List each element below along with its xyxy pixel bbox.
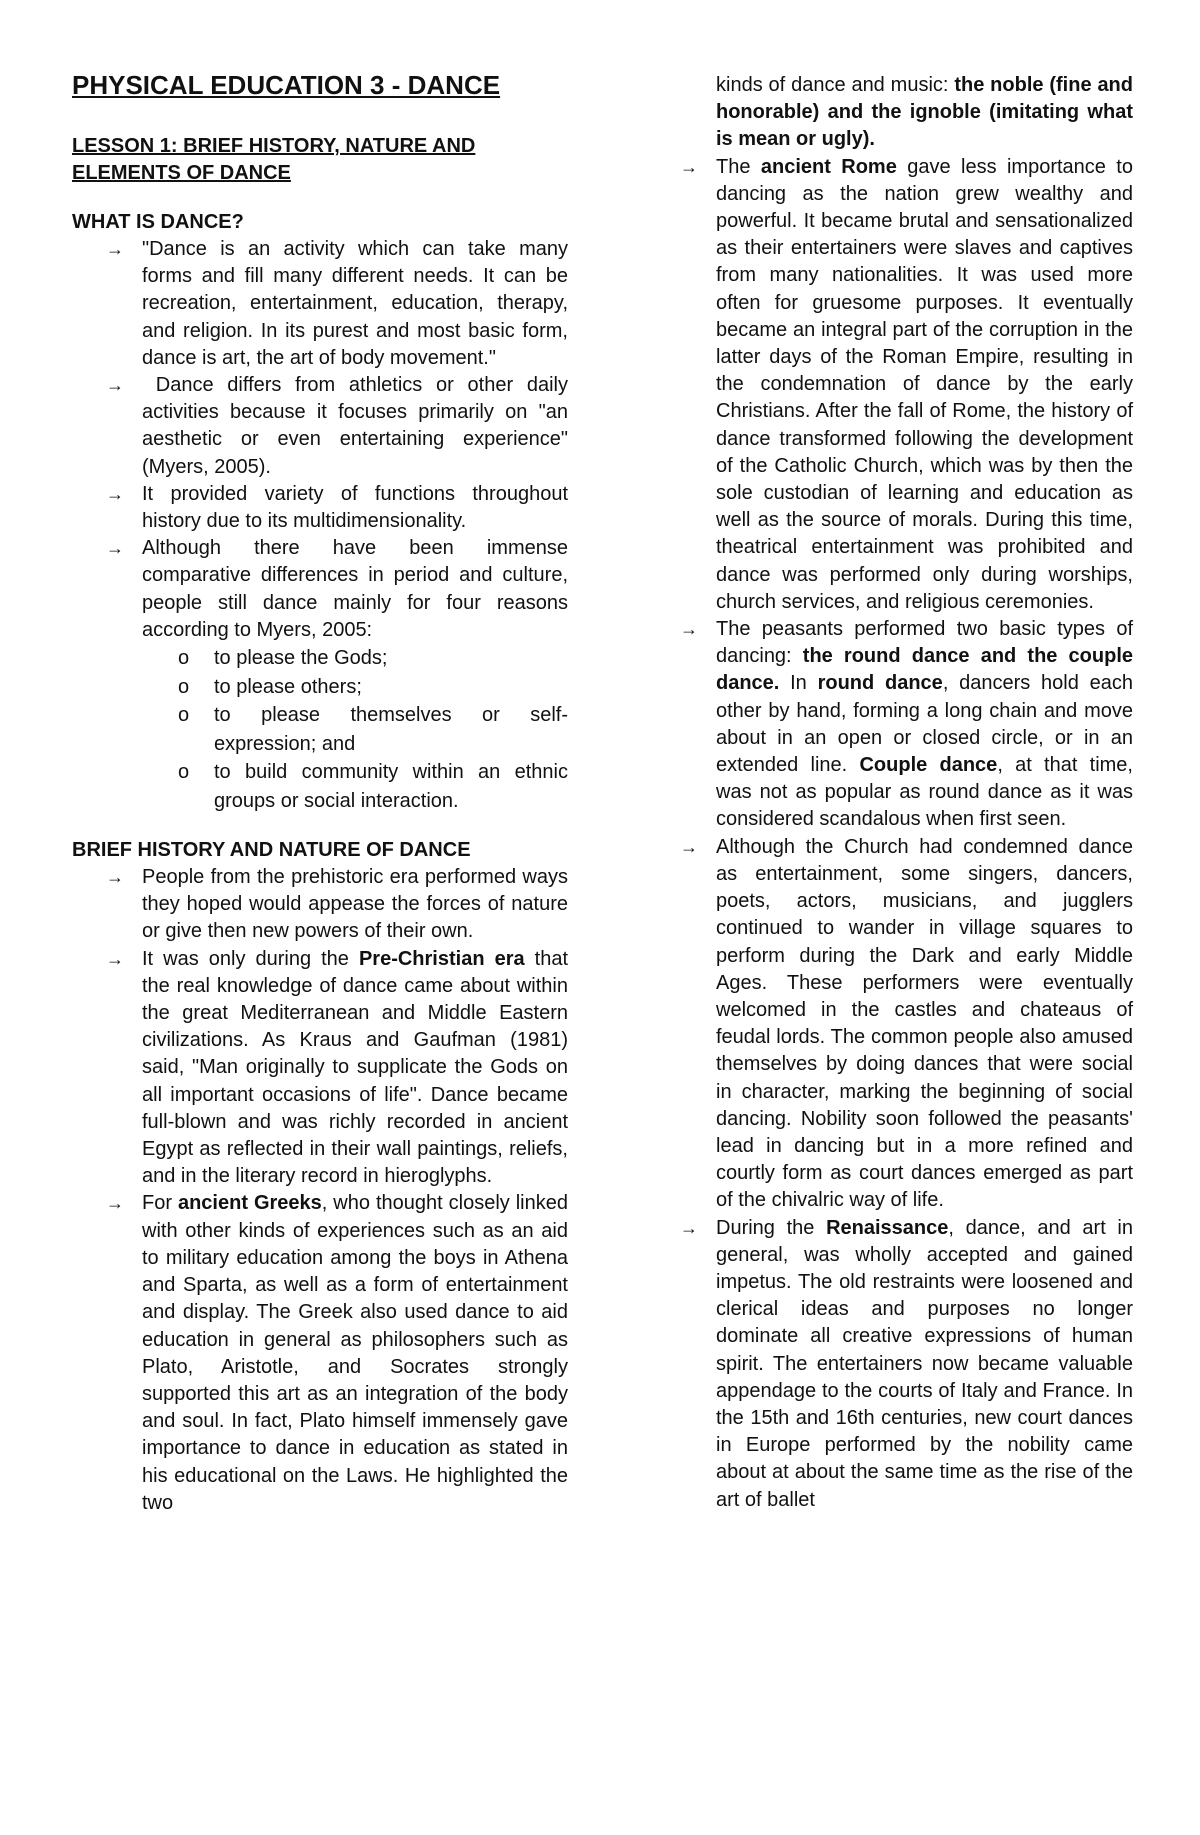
arrow-bullet-icon: → [106, 538, 124, 559]
list-item: → Although there have been immense comparative differences in period and culture, people still dance mainly for four reasons according to Myers, 2005: o to please the Gods; o to please others; o to please themselves or self-expression; and o to build community within an ethnic groups or social interaction. [72, 535, 568, 815]
arrow-bullet-icon: → [680, 156, 698, 177]
list-item: → During the Renaissance, dance, and art in general, was wholly accepted and gained impetus. The old restraints were loosened and clerical ideas and purposes no longer dominate all creative expressions of human spirit. The entertainers now became valuable appendage to the courts of Italy and France. In the 15th and 16th centuries, new court dances in Europe performed by the nobility came about at about the same time as the rise of the art of ballet [680, 1216, 1133, 1511]
list-item: → Although the Church had condemned dance as entertainment, some singers, dancers, poets, actors, musicians, and jugglers continued to wander in village squares to perform during the Dark and early Middle Ages. These performers were eventually welcomed in the castles and chateaus of feudal lords. The common people also amused themselves by doing dances that were social in character, marking the beginning of social dancing. Nobility soon followed the peasants' lead in dancing but in a more refined and courtly form as court dances emerged as part of the chivalric way of life. [680, 835, 1133, 1212]
document-title: PHYSICAL EDUCATION 3 - DANCE [72, 70, 501, 100]
arrow-bullet-icon: → [106, 1193, 124, 1214]
lesson-title-line-1: LESSON 1: BRIEF HISTORY, NATURE AND [72, 135, 476, 157]
circle-bullet-icon: o [178, 761, 190, 784]
circle-bullet-icon: o [178, 675, 190, 698]
section-heading-what-is-dance: WHAT IS DANCE? [72, 211, 244, 233]
sub-list-item: o to please themselves or self-expression; and [72, 701, 568, 758]
list-item: → "Dance is an activity which can take many forms and fill many different needs. It can be recreation, entertainment, education, therapy, and religion. In its purest and most basic form, dance is art, the art of body movement." [106, 238, 568, 369]
arrow-bullet-icon: → [106, 239, 124, 259]
sub-list-item: o to build community within an ethnic groups or social interaction. [72, 758, 568, 815]
continued-paragraph: kinds of dance and music: the noble (fine and honorable) and the ignoble (imitating what is mean or ugly). [716, 74, 1133, 151]
list-item: → It was only during the Pre-Christian era that the real knowledge of dance came about within the great Mediterranean and Middle Eastern civilizations. As Kraus and Gaufman (1981) said, "Man originally to supplicate the Gods on all important occasions of life". Dance became full-blown and was richly recorded in ancient Egypt as reflected in their wall paintings, reliefs, and in the literary record in hieroglyphs. [106, 947, 569, 1188]
arrow-bullet-icon: → [106, 375, 124, 396]
list-item: → For ancient Greeks, who thought closely linked with other kinds of experiences such as an aid to military education among the boys in Athena and Sparta, as well as a form of entertainment and display. The Greek also used dance to aid education in general as philosophers such as Plato, Aristotle, and Socrates strongly supported this art as an integration of the body and soul. In fact, Plato himself immensely gave importance to dance in education as stated in his educational on the Laws. He highlighted the two [106, 1192, 568, 1514]
circle-bullet-icon: o [178, 647, 190, 670]
what-is-dance-list [72, 236, 574, 815]
left-column [72, 70, 574, 1517]
right-column [680, 72, 1133, 1514]
arrow-bullet-icon: → [680, 619, 698, 640]
list-item: → Dance differs from athletics or other daily activities because it focuses primarily on "an aesthetic or even entertaining experience" (Myers, 2005). [106, 374, 574, 478]
arrow-bullet-icon: → [106, 948, 124, 969]
list-item: → The peasants performed two basic types of dancing: the round dance and the couple dance. In round dance, dancers hold each other by hand, forming a long chain and move about in an open or closed circle, or in an extended line. Couple dance, at that time, was not as popular as round dance as it was considered scandalous when first seen. [680, 618, 1134, 831]
arrow-bullet-icon: → [106, 483, 124, 504]
lesson-title [72, 133, 568, 187]
arrow-bullet-icon: → [106, 867, 124, 888]
lesson-title-line-2: ELEMENTS OF DANCE [72, 162, 291, 184]
sub-list-item: o to please others; [72, 673, 568, 702]
brief-history-list-left [72, 864, 568, 1517]
list-item: → The ancient Rome gave less importance to dancing as the nation grew wealthy and powerful. It became brutal and sensationalized as their entertainers were slaves and captives from many nationalities. It was used more often for gruesome purposes. It eventually became an integral part of the corruption in the latter days of the Roman Empire, resulting in the condemnation of dance by the early Christians. After the fall of Rome, the history of dance transformed following the development of the Catholic Church, which was by then the sole custodian of learning and education as well as the source of morals. During this time, theatrical entertainment was prohibited and dance was performed only during worships, church services, and religious ceremonies. [680, 155, 1133, 613]
brief-history-list-right [680, 154, 1133, 1514]
sub-list-item: o to please the Gods; [72, 644, 568, 673]
arrow-bullet-icon: → [680, 1217, 698, 1238]
list-item: → It provided variety of functions throughout history due to its multidimensionality. [106, 482, 568, 533]
list-item: → People from the prehistoric era performed ways they hoped would appease the forces of nature or give then new powers of their own. [106, 866, 568, 943]
section-heading-brief-history: BRIEF HISTORY AND NATURE OF DANCE [72, 839, 471, 862]
reasons-list [142, 644, 568, 815]
circle-bullet-icon: o [178, 704, 190, 727]
arrow-bullet-icon: → [680, 836, 698, 857]
